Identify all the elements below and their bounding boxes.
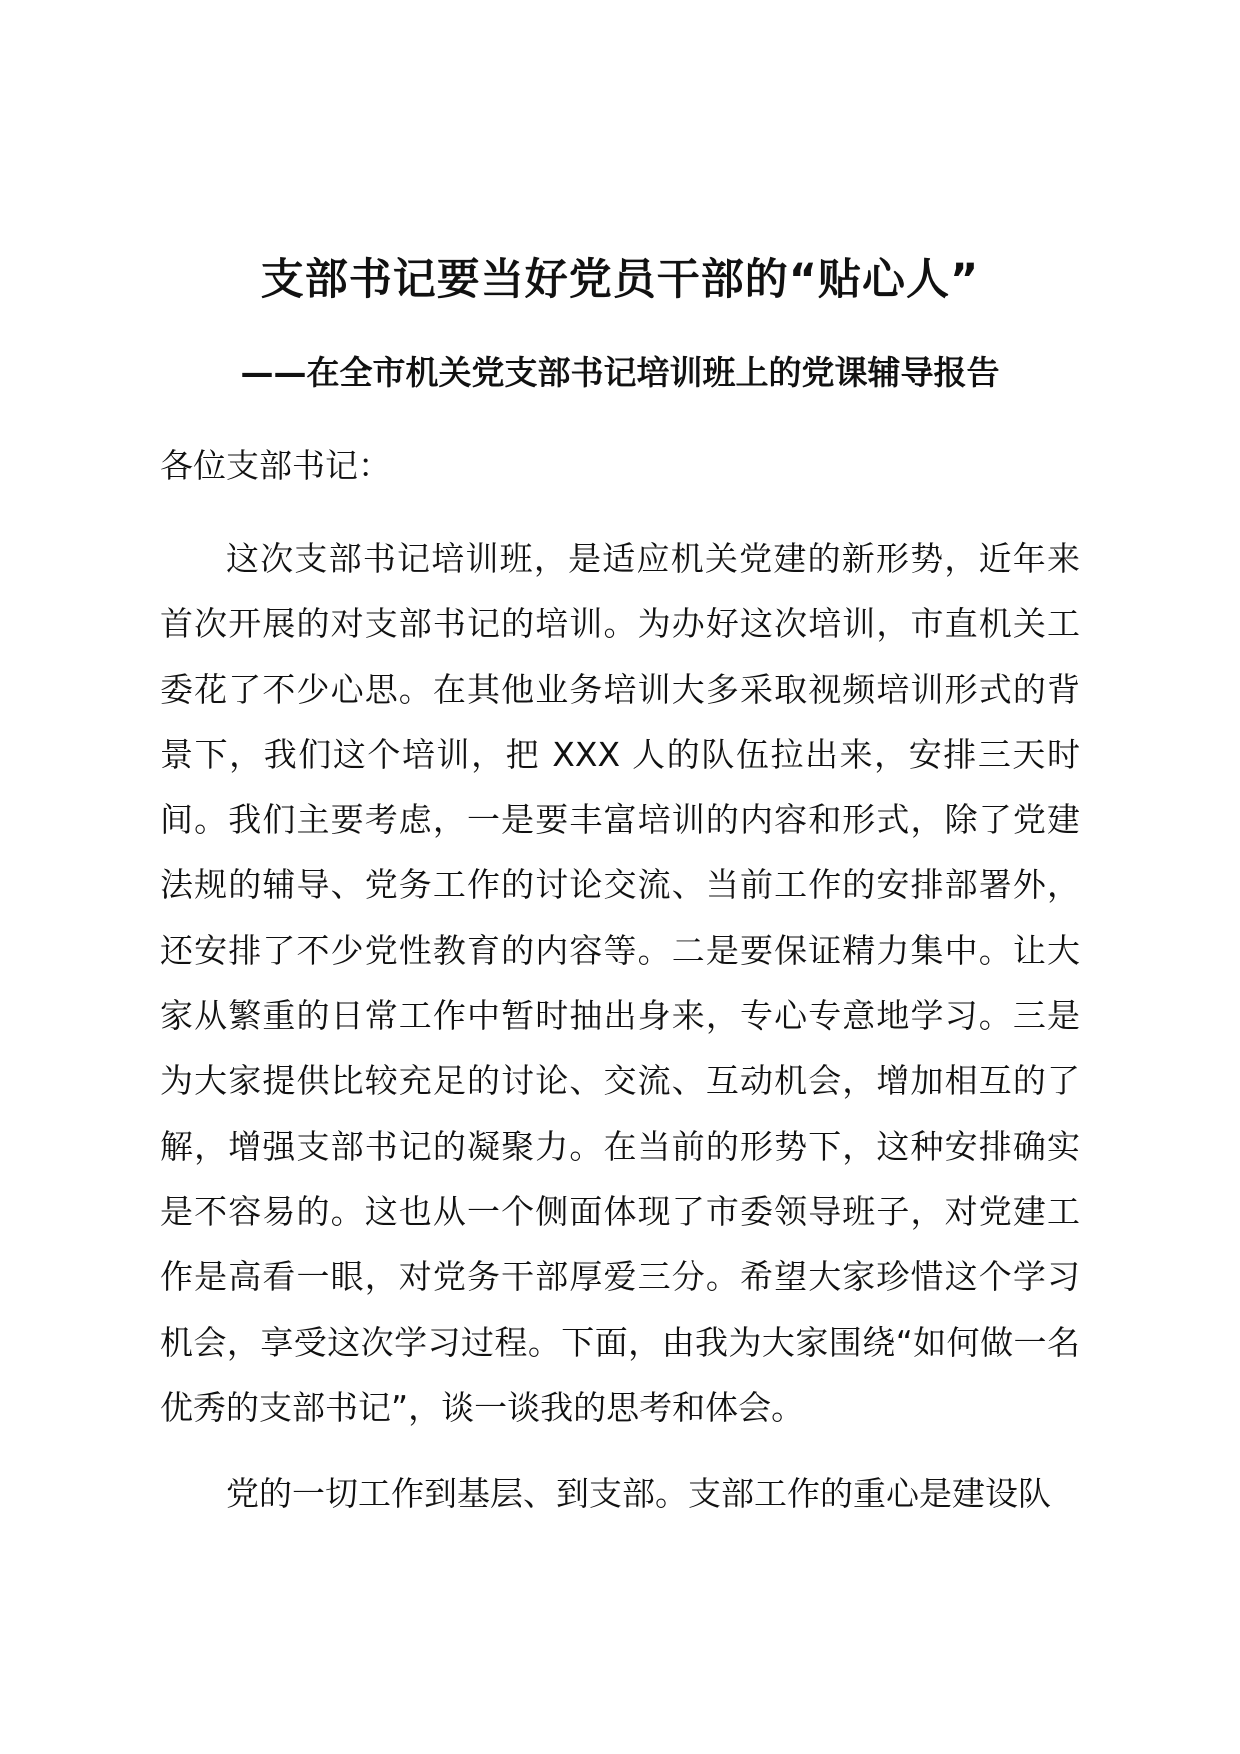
body-paragraph: 这次支部书记培训班，是适应机关党建的新形势，近年来首次开展的对支部书记的培训。为办好这次培训，市直机关工委花了不少心思。在其他业务培训大多采取视频培训形式的背景下，我们这个培训，把 XXX 人的队伍拉出来，安排三天时间。我们主要考虑，一是要丰富培训的内容和形式，除了党建法规的辅导、党务工作的讨论交流、当前工作的安排部署外，还安排了不少党性教育的内容等。二是要保证精力集中。让大家从繁重的日常工作中暂时抽出身来，专心专意地学习。三是为大家提供比较充足的讨论、交流、互动机会，增加相互的了解，增强支部书记的凝聚力。在当前的形势下，这种安排确实是不容易的。这也从一个侧面体现了市委领导班子，对党建工作是高看一眼，对党务干部厚爱三分。希望大家珍惜这个学习机会，享受这次学习过程。下面，由我为大家围绕“如何做一名优秀的支部书记”，谈一谈我的思考和体会。 [160, 539, 1080, 1427]
document-subtitle: ——在全市机关党支部书记培训班上的党课辅导报告 [240, 353, 1000, 392]
body-paragraph: 党的一切工作到基层、到支部。支部工作的重心是建设队 [226, 1474, 1051, 1513]
salutation: 各位支部书记： [160, 446, 391, 485]
document-title: 支部书记要当好党员干部的“贴心人” [260, 255, 980, 305]
